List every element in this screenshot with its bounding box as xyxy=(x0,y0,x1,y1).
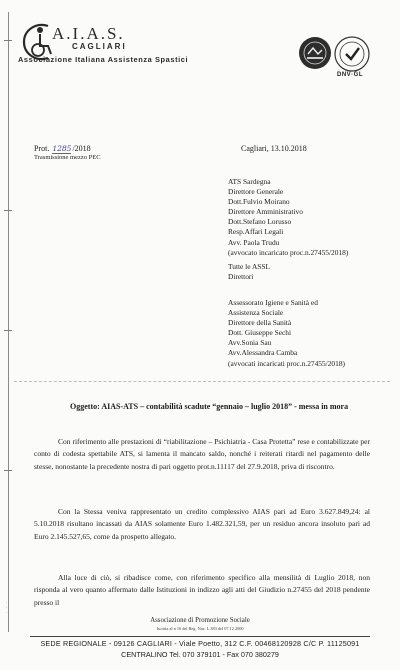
protocol-prefix: Prot. xyxy=(34,144,50,153)
recipient-line: Avv. Paola Trudu xyxy=(228,237,280,247)
recipient-line: Avv.Sonia Sau xyxy=(228,338,272,348)
recipient-line: Resp.Affari Legali xyxy=(228,227,284,237)
footer-phones: CENTRALINO Tel. 070 379101 - Fax 070 380279 xyxy=(121,650,279,659)
margin-stamp: · · · xyxy=(6,600,8,615)
margin-tick xyxy=(4,210,12,211)
protocol-number: 1285 xyxy=(52,144,72,153)
recipient-line: Dott.Fulvio Moirano xyxy=(228,197,290,207)
recipient-line: Assistenza Sociale xyxy=(228,308,284,318)
recipient-line: Assessorato Igiene e Sanità ed xyxy=(228,298,318,307)
org-full-name: Associazione Italiana Assistenza Spastici xyxy=(18,55,189,64)
recipient-line: Direttore Amministrativo xyxy=(228,207,303,217)
footer-registry: Iscritta al n 16 del Reg. Naz. L.383 del 07.12.2000 xyxy=(156,626,244,631)
recipient-line: ATS Sardegna xyxy=(228,177,271,186)
margin-rule xyxy=(8,12,9,632)
recipient-line: (avvocati incaricati proc.n.27455/2018) xyxy=(228,358,345,368)
body-paragraph xyxy=(34,436,370,473)
recipient-line: Dott. Giuseppe Sechi xyxy=(228,328,292,338)
body-text: Alla luce di ciò, si ribadisce come, con riferimento specifico alla mensilità di Luglio 2018, non risponda al vero quanto affermato dalle Istituzioni in indizzo agli atti del Giudizio n.27455 del 2018 pendente presso il xyxy=(34,573,370,607)
footer-association: Associazione di Promozione Sociale xyxy=(150,617,250,624)
scan-dashes xyxy=(14,381,390,383)
footer-divider xyxy=(30,636,370,637)
recipient-line: Dott.Stefano Lorusso xyxy=(228,217,292,227)
org-city: CAGLIARI xyxy=(72,42,127,51)
recipient-line: Tutte le ASSL xyxy=(228,262,271,271)
body-text: Con la Stessa veniva rappresentato un credito complessivo AIAS pari ad Euro 3.627.849,24: al 5.10.2018 risultano incassati da AIAS solamente Euro 1.482.321,59, per un residuo ancora insoluto pari ad Euro 2.145.527,65, come da prospetto allegato. xyxy=(34,507,370,541)
recipients-assl xyxy=(228,262,270,282)
org-name: A.I.A.S. xyxy=(52,24,125,43)
margin-tick xyxy=(4,470,12,471)
recipients-ats xyxy=(228,177,348,258)
recipient-line: Direttore della Sanità xyxy=(228,318,292,328)
recipient-line: Avv.Alessandra Camba xyxy=(228,348,298,358)
recipient-line: (avvocato incaricato proc.n.27455/2018) xyxy=(228,247,349,257)
recipient-line: Direttori xyxy=(228,272,254,282)
accredia-seal-icon xyxy=(298,36,332,70)
footer-address: SEDE REGIONALE - 09126 CAGLIARI - Viale Poetto, 312 C.F. 00468120928 C/C P. 11125091 xyxy=(40,639,360,648)
body-paragraph xyxy=(34,572,370,609)
cert-label: DNV·GL xyxy=(337,72,363,78)
body-paragraph xyxy=(34,506,370,543)
margin-tick xyxy=(4,40,12,41)
recipients-assessorato xyxy=(228,298,345,369)
margin-tick xyxy=(4,330,12,331)
protocol-line xyxy=(34,144,91,154)
letter-subject: Oggetto: AIAS-ATS – contabilità scadute “gennaio – luglio 2018” - messa in mora xyxy=(70,402,349,411)
dnv-certification-icon xyxy=(334,36,370,72)
body-text: Con riferimento alle prestazioni di “riabilitazione – Psichiatria - Casa Protetta” rese e contabilizzate per conto di codesta spettabile ATS, si lamenta il mancato saldo, nonché i reiterati ritardi nel pagamento delle stesse, nonostante la precedente nostra di pari oggetto prot.n.11117 del 27.9.2018, priva di riscontro. xyxy=(34,437,370,471)
letter-date: Cagliari, 13.10.2018 xyxy=(241,144,307,153)
protocol-year: /2018 xyxy=(72,144,91,153)
transmission-note: Trasmissione mezzo PEC xyxy=(34,154,101,161)
recipient-line: Direttore Generale xyxy=(228,187,284,197)
